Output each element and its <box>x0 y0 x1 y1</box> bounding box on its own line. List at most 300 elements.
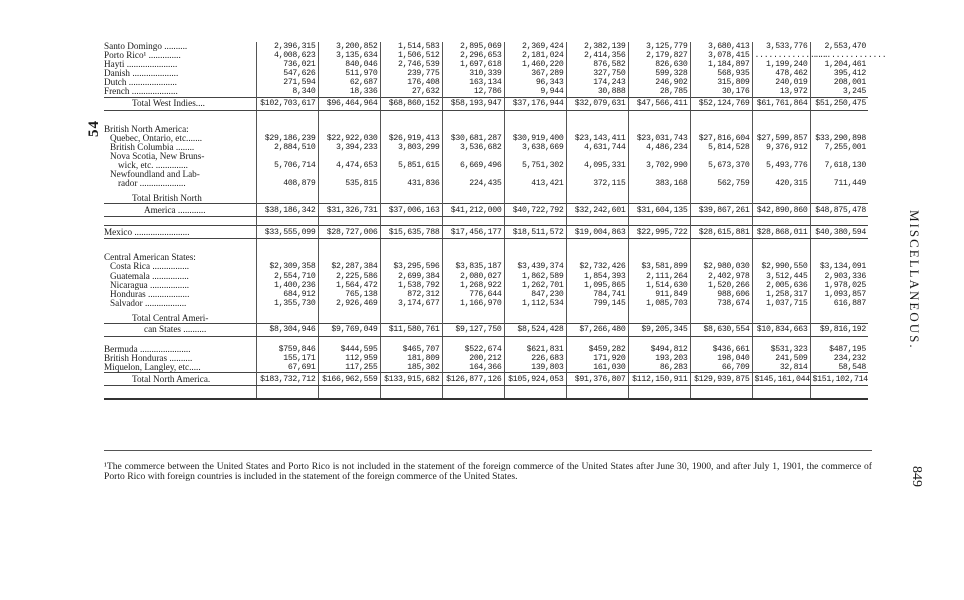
table-cell: 3,125,779 <box>628 42 690 51</box>
table-cell: 2,382,139 <box>566 42 628 51</box>
table-cell: 1,400,236 <box>256 281 318 290</box>
table-cell: 2,699,384 <box>380 272 442 281</box>
table-cell: $96,464,964 <box>318 97 380 110</box>
table-cell <box>752 247 810 262</box>
table-cell: 30,176 <box>690 87 752 97</box>
table-cell: $19,004,863 <box>566 226 628 239</box>
table-cell: $33,290,898 <box>810 134 868 143</box>
table-cell: 1,085,703 <box>628 299 690 308</box>
table-cell: $9,769,049 <box>318 323 380 336</box>
table-cell: $444,595 <box>318 345 380 354</box>
table-cell: 383,168 <box>628 179 690 188</box>
table-cell: 2,369,424 <box>504 42 566 51</box>
table-cell <box>690 119 752 134</box>
table-cell: 1,204,461 <box>810 60 868 69</box>
table-row <box>104 299 868 308</box>
table-row <box>104 354 868 363</box>
row-label: Quebec, Ontario, etc....... <box>110 132 203 143</box>
table-cell: 616,887 <box>810 299 868 308</box>
table-cell <box>690 152 752 161</box>
table-cell: $2,980,030 <box>690 262 752 271</box>
table-cell: 3,394,233 <box>318 143 380 152</box>
table-cell: 66,709 <box>690 363 752 373</box>
table-cell: 2,396,315 <box>256 42 318 51</box>
table-cell: $522,674 <box>442 345 504 354</box>
table-cell: 7,255,001 <box>810 143 868 152</box>
row-label: Guatemala ................ <box>110 270 189 281</box>
table-cell: 2,296,653 <box>442 51 504 60</box>
table-cell: 234,232 <box>810 354 868 363</box>
table-body <box>104 41 887 399</box>
side-mark: 54 <box>86 120 102 137</box>
table-cell: 112,959 <box>318 354 380 363</box>
table-cell: 239,775 <box>380 69 442 78</box>
table-cell: $10,834,663 <box>752 323 810 336</box>
table-cell: $38,186,342 <box>256 204 318 217</box>
table-cell <box>442 308 504 324</box>
table-cell: 2,402,978 <box>690 272 752 281</box>
table-cell: 738,674 <box>690 299 752 308</box>
table-cell: $151,102,714 <box>810 373 868 386</box>
table-cell: $9,127,750 <box>442 323 504 336</box>
table-cell: $126,877,126 <box>442 373 504 386</box>
table-cell: $37,006,163 <box>380 204 442 217</box>
table-cell: $32,242,601 <box>566 204 628 217</box>
table-cell <box>752 188 810 204</box>
table-cell <box>690 170 752 179</box>
table-row <box>104 188 868 204</box>
table-cell: 198,040 <box>690 354 752 363</box>
row-label: Nova Scotia, New Bruns- <box>110 150 205 161</box>
table-cell: 3,680,413 <box>690 42 752 51</box>
table-cell: 1,460,220 <box>504 60 566 69</box>
table-cell: 1,697,618 <box>442 60 504 69</box>
table-cell <box>256 119 318 134</box>
table-cell: 200,212 <box>442 354 504 363</box>
table-cell: $183,732,712 <box>256 373 318 386</box>
table-cell: 30,888 <box>566 87 628 97</box>
table-row <box>104 97 868 110</box>
table-cell: $29,186,239 <box>256 134 318 143</box>
table-cell: $129,939,875 <box>690 373 752 386</box>
table-cell <box>504 152 566 161</box>
table-cell: 327,750 <box>566 69 628 78</box>
row-label: Total British North <box>132 193 202 204</box>
table-row <box>104 281 868 290</box>
table-cell: $40,380,594 <box>810 226 868 239</box>
table-cell: $2,309,358 <box>256 262 318 271</box>
table-row <box>104 262 868 271</box>
row-label: British Honduras .......... <box>104 353 193 364</box>
table-cell: 4,486,234 <box>628 143 690 152</box>
table-cell: 840,046 <box>318 60 380 69</box>
table-cell: 395,412 <box>810 69 868 78</box>
row-label: British North America: <box>104 123 189 134</box>
spacer-row <box>104 217 868 226</box>
table-cell: 2,554,710 <box>256 272 318 281</box>
table-cell: 2,225,586 <box>318 272 380 281</box>
table-cell: 3,174,677 <box>380 299 442 308</box>
table-row <box>104 60 868 69</box>
row-label: Salvador .................. <box>110 297 187 308</box>
table-cell: $465,707 <box>380 345 442 354</box>
table-cell: 431,836 <box>380 179 442 188</box>
table-row <box>104 226 868 239</box>
table-cell: 176,408 <box>380 78 442 87</box>
table-cell: ................ <box>810 51 868 60</box>
row-label: rador .................... <box>118 178 186 189</box>
table-cell: 1,538,792 <box>380 281 442 290</box>
table-cell <box>690 308 752 324</box>
table-row <box>104 161 868 170</box>
table-cell: $33,555,099 <box>256 226 318 239</box>
table-cell: $30,919,400 <box>504 134 566 143</box>
table-cell: 117,255 <box>318 363 380 373</box>
table-cell <box>566 247 628 262</box>
table-cell: $23,143,411 <box>566 134 628 143</box>
row-label: Danish .................... <box>104 68 179 79</box>
table-cell: $9,816,192 <box>810 323 868 336</box>
table-cell: 784,741 <box>566 290 628 299</box>
table-cell: 3,512,445 <box>752 272 810 281</box>
table-cell: $61,761,864 <box>752 97 810 110</box>
table-cell: 62,687 <box>318 78 380 87</box>
table-cell: 5,814,528 <box>690 143 752 152</box>
table-cell: 684,912 <box>256 290 318 299</box>
table-cell: ................ <box>752 51 810 60</box>
table-cell <box>380 188 442 204</box>
table-cell: $9,205,345 <box>628 323 690 336</box>
table-row <box>104 308 868 324</box>
row-label: Dutch ..................... <box>104 77 177 88</box>
table-cell: 3,533,776 <box>752 42 810 51</box>
table-cell <box>318 152 380 161</box>
row-label: Honduras .................. <box>110 288 190 299</box>
table-cell: 3,702,990 <box>628 161 690 170</box>
table-cell: $31,326,731 <box>318 204 380 217</box>
table-cell: 562,759 <box>690 179 752 188</box>
table-cell: 1,095,865 <box>566 281 628 290</box>
row-label: America ............ <box>104 204 256 217</box>
table-row <box>104 134 868 143</box>
table-row <box>104 87 868 97</box>
table-cell <box>318 247 380 262</box>
table-cell: 847,230 <box>504 290 566 299</box>
table-cell: 3,200,852 <box>318 42 380 51</box>
table-cell: $3,134,091 <box>810 262 868 271</box>
table-cell: $494,812 <box>628 345 690 354</box>
row-label: Miquelon, Langley, etc..... <box>104 362 201 373</box>
table-cell: $2,287,384 <box>318 262 380 271</box>
table-cell: 9,376,912 <box>752 143 810 152</box>
table-cell: 2,553,470 <box>810 42 868 51</box>
table-cell: 164,366 <box>442 363 504 373</box>
page-number: 849 <box>909 466 924 487</box>
table-cell: 2,181,024 <box>504 51 566 60</box>
table-cell: $3,439,374 <box>504 262 566 271</box>
table-cell: 5,673,370 <box>690 161 752 170</box>
table-cell: $68,860,152 <box>380 97 442 110</box>
row-label: Mexico ........................ <box>104 226 256 239</box>
row-label: British Columbia ........ <box>110 141 195 152</box>
table-cell: $37,176,944 <box>504 97 566 110</box>
table-cell: 271,594 <box>256 78 318 87</box>
table-cell: $18,511,572 <box>504 226 566 239</box>
table-cell: 826,630 <box>628 60 690 69</box>
table-cell <box>380 247 442 262</box>
table-cell: $23,031,743 <box>628 134 690 143</box>
spacer-row <box>104 239 868 248</box>
table-cell: 2,414,356 <box>566 51 628 60</box>
table-cell <box>504 170 566 179</box>
table-cell: 876,582 <box>566 60 628 69</box>
table-cell: 599,328 <box>628 69 690 78</box>
table-cell: $40,722,792 <box>504 204 566 217</box>
row-label: Nicaragua ................. <box>110 279 190 290</box>
running-title: MISCELLANEOUS. <box>907 210 922 350</box>
table-cell <box>318 308 380 324</box>
table-cell: 2,005,636 <box>752 281 810 290</box>
table-cell <box>628 188 690 204</box>
table-cell: $28,615,881 <box>690 226 752 239</box>
table-cell: $112,150,911 <box>628 373 690 386</box>
row-label: Total Central Ameri- <box>132 312 209 323</box>
table-row <box>104 51 868 60</box>
spacer-row <box>104 386 868 395</box>
row-label: Bermuda ...................... <box>104 343 191 354</box>
table-cell: $2,732,426 <box>566 262 628 271</box>
table-cell: 3,803,299 <box>380 143 442 152</box>
table-cell: 1,978,025 <box>810 281 868 290</box>
table-cell: 3,135,634 <box>318 51 380 60</box>
table-row <box>104 363 868 373</box>
table-cell <box>504 188 566 204</box>
table-cell <box>318 188 380 204</box>
table-cell <box>810 119 868 134</box>
table-cell: $91,376,807 <box>566 373 628 386</box>
table-cell <box>752 152 810 161</box>
table-cell: $531,323 <box>752 345 810 354</box>
table-cell: $42,890,860 <box>752 204 810 217</box>
table-row <box>104 69 868 78</box>
table-row <box>104 179 868 188</box>
table-cell <box>566 188 628 204</box>
table-cell: 1,258,317 <box>752 290 810 299</box>
table-cell: 1,355,730 <box>256 299 318 308</box>
table-cell: 1,514,630 <box>628 281 690 290</box>
table-cell <box>628 247 690 262</box>
table-cell <box>504 247 566 262</box>
table-cell: 208,001 <box>810 78 868 87</box>
table-cell: $22,995,722 <box>628 226 690 239</box>
table-cell <box>256 152 318 161</box>
table-cell: 310,339 <box>442 69 504 78</box>
table-cell <box>442 119 504 134</box>
table-cell <box>690 188 752 204</box>
table-cell <box>810 308 868 324</box>
table-cell: $7,266,480 <box>566 323 628 336</box>
table-cell: 535,815 <box>318 179 380 188</box>
table-cell: $105,924,053 <box>504 373 566 386</box>
table-cell: 478,462 <box>752 69 810 78</box>
table-row <box>104 119 868 134</box>
spacer-row <box>104 336 868 345</box>
table-cell: 315,809 <box>690 78 752 87</box>
table-cell: $759,846 <box>256 345 318 354</box>
table-cell: 776,644 <box>442 290 504 299</box>
table-cell: 163,134 <box>442 78 504 87</box>
table-cell: 547,626 <box>256 69 318 78</box>
row-label: Total North America. <box>104 373 256 386</box>
table-cell: 1,862,589 <box>504 272 566 281</box>
table-cell <box>752 308 810 324</box>
table-cell: 511,970 <box>318 69 380 78</box>
table-cell: 3,536,682 <box>442 143 504 152</box>
table-cell <box>442 247 504 262</box>
table-cell: 7,618,130 <box>810 161 868 170</box>
table-cell: 161,030 <box>566 363 628 373</box>
row-label: French .................... <box>104 86 178 97</box>
table-row <box>104 143 868 152</box>
row-label: Santo Domingo .......... <box>104 41 188 51</box>
table-cell: $26,919,413 <box>380 134 442 143</box>
table-cell: $31,604,135 <box>628 204 690 217</box>
table-cell: 2,926,469 <box>318 299 380 308</box>
table-cell: $27,599,857 <box>752 134 810 143</box>
table-cell: $30,681,287 <box>442 134 504 143</box>
table-cell <box>752 170 810 179</box>
table-cell: 2,903,336 <box>810 272 868 281</box>
table-cell <box>256 170 318 179</box>
table-cell: 1,093,857 <box>810 290 868 299</box>
table-cell: $8,630,554 <box>690 323 752 336</box>
table-cell: 1,854,393 <box>566 272 628 281</box>
table-cell: $48,875,478 <box>810 204 868 217</box>
table-cell: $28,868,011 <box>752 226 810 239</box>
table-cell <box>318 119 380 134</box>
table-cell: 1,268,922 <box>442 281 504 290</box>
table-cell: 911,849 <box>628 290 690 299</box>
table-cell <box>628 170 690 179</box>
table-cell: 9,944 <box>504 87 566 97</box>
table-cell <box>810 188 868 204</box>
table-cell <box>810 170 868 179</box>
row-label: Central American States: <box>104 252 196 263</box>
table-cell: $51,250,475 <box>810 97 868 110</box>
table-cell: 96,343 <box>504 78 566 87</box>
table-cell <box>566 170 628 179</box>
table-cell: 28,785 <box>628 87 690 97</box>
table-cell <box>256 188 318 204</box>
table-cell: 3,078,415 <box>690 51 752 60</box>
table-cell: $3,581,899 <box>628 262 690 271</box>
table-cell: 2,080,027 <box>442 272 504 281</box>
table-cell <box>442 188 504 204</box>
table-cell: $166,962,559 <box>318 373 380 386</box>
table-cell: $436,661 <box>690 345 752 354</box>
table-cell: 367,289 <box>504 69 566 78</box>
commerce-table <box>104 41 887 400</box>
table-cell: 224,435 <box>442 179 504 188</box>
table-cell: 5,851,615 <box>380 161 442 170</box>
table-cell: $39,867,261 <box>690 204 752 217</box>
table-cell: 67,691 <box>256 363 318 373</box>
table-cell: $27,816,604 <box>690 134 752 143</box>
table-cell: 8,340 <box>256 87 318 97</box>
table-cell: 4,474,653 <box>318 161 380 170</box>
table-cell <box>810 152 868 161</box>
table-row <box>104 345 868 354</box>
row-label: Porto Rico¹ .............. <box>104 50 181 61</box>
table-row <box>104 42 868 51</box>
table-row <box>104 78 868 87</box>
table-cell: $8,524,428 <box>504 323 566 336</box>
table-cell: 139,803 <box>504 363 566 373</box>
table-cell <box>504 119 566 134</box>
table-cell: $58,193,947 <box>442 97 504 110</box>
row-label: can States .......... <box>104 323 256 336</box>
table-cell: 1,564,472 <box>318 281 380 290</box>
table-cell <box>442 152 504 161</box>
table-cell <box>442 170 504 179</box>
table-cell <box>628 152 690 161</box>
table-cell: $487,195 <box>810 345 868 354</box>
row-label: Hayti ...................... <box>104 59 178 70</box>
table-cell <box>380 152 442 161</box>
table-cell: 2,895,069 <box>442 42 504 51</box>
table-cell: 246,902 <box>628 78 690 87</box>
table-cell: $32,079,631 <box>566 97 628 110</box>
table-cell: 1,112,534 <box>504 299 566 308</box>
spacer-row <box>104 110 868 119</box>
table-cell: 711,449 <box>810 179 868 188</box>
table-row <box>104 272 868 281</box>
table-cell: $102,703,617 <box>256 97 318 110</box>
table-cell <box>810 247 868 262</box>
table-cell: 12,786 <box>442 87 504 97</box>
table-row <box>104 290 868 299</box>
table-cell: 27,632 <box>380 87 442 97</box>
table-cell: $41,212,000 <box>442 204 504 217</box>
table-cell: 5,493,776 <box>752 161 810 170</box>
table-cell: 174,243 <box>566 78 628 87</box>
table-cell: 32,814 <box>752 363 810 373</box>
table-cell: 18,336 <box>318 87 380 97</box>
table-cell: 765,138 <box>318 290 380 299</box>
table-cell: 226,683 <box>504 354 566 363</box>
table-row <box>104 204 868 217</box>
table-cell: 4,008,623 <box>256 51 318 60</box>
table-cell <box>628 119 690 134</box>
table-cell: $22,922,030 <box>318 134 380 143</box>
table-cell: 185,302 <box>380 363 442 373</box>
table-cell: 2,111,264 <box>628 272 690 281</box>
table-cell <box>504 308 566 324</box>
table-cell: $3,835,187 <box>442 262 504 271</box>
table-cell: 5,706,714 <box>256 161 318 170</box>
table-cell: 86,283 <box>628 363 690 373</box>
table-cell: 2,746,539 <box>380 60 442 69</box>
table-row <box>104 373 868 386</box>
table-end-rule <box>104 394 868 399</box>
table-cell: 1,514,583 <box>380 42 442 51</box>
table-row <box>104 170 868 179</box>
table-cell <box>566 152 628 161</box>
table-row <box>104 323 868 336</box>
table-cell: $2,990,550 <box>752 262 810 271</box>
table-cell <box>566 308 628 324</box>
table-cell: 4,631,744 <box>566 143 628 152</box>
